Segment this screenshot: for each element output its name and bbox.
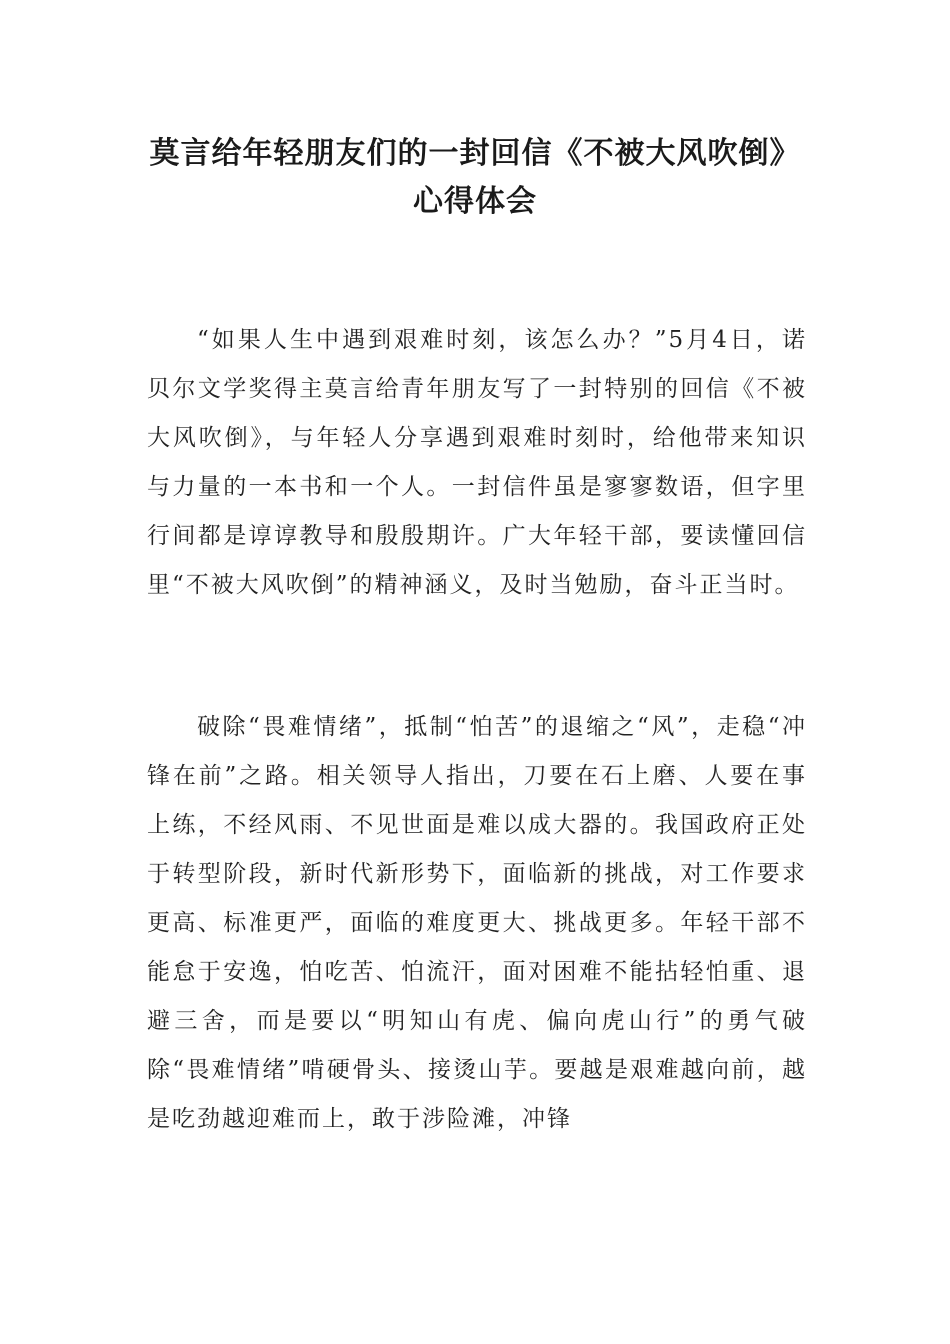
document-title: 莫言给年轻朋友们的一封回信《不被大风吹倒》心得体会 (149, 136, 801, 219)
body-paragraph-1: “如果人生中遇到艰难时刻，该怎么办？”5月4日，诺贝尔文学奖得主莫言给青年朋友写了一封特别的回信《不被大风吹倒》，与年轻人分享遇到艰难时刻时，给他带来知识与力量的一本书和一个人。一封信件虽是寥寥数语，但字里行间都是谆谆教导和殷殷期许。广大年轻干部，要读懂回信里“不被大风吹倒”的精神涵义，及时当勉励，奋斗正当时。 (147, 327, 807, 598)
body-paragraph-2: 破除“畏难情绪”，抵制“怕苦”的退缩之“风”，走稳“冲锋在前”之路。相关领导人指出，刀要在石上磨、人要在事上练，不经风雨、不见世面是难以成大器的。我国政府正处于转型阶段，新时代新形势下，面临新的挑战，对工作要求更高、标准更严，面临的难度更大、挑战更多。年轻干部不能怠于安逸，怕吃苦、怕流汗，面对困难不能拈轻怕重、退避三舍，而是要以“明知山有虎、偏向虎山行”的勇气破除“畏难情绪”啃硬骨头、接烫山芋。要越是艰难越向前，越是吃劲越迎难而上，敢于涉险滩，冲锋 (147, 714, 807, 1132)
